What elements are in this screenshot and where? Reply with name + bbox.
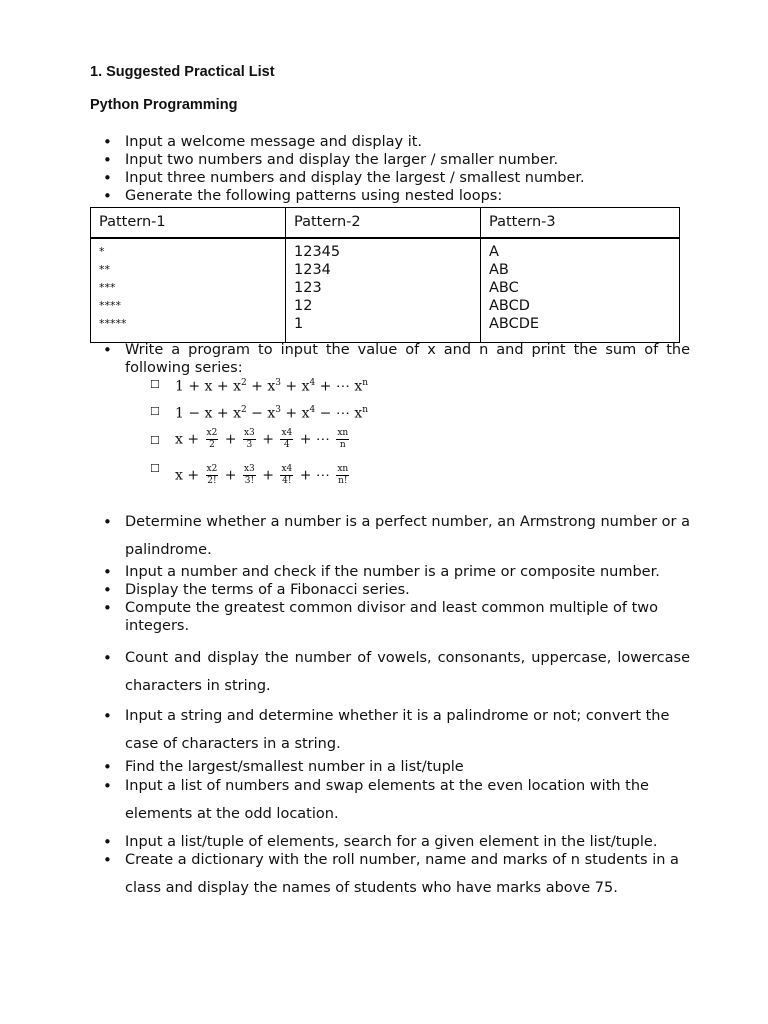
checkbox-icon: ☐ — [150, 405, 160, 418]
list-item: • Write a program to input the value of x and n and print the sum of the following series: — [100, 341, 690, 377]
item-perfect — [100, 508, 690, 564]
table-cell-pattern3 — [481, 238, 680, 343]
table-header: Pattern-1 — [91, 208, 286, 239]
pattern-line: A — [489, 244, 499, 260]
series-formula: $1 - x + x^2 - x^3 + x^4$ − ⋯ $x^n$ — [175, 405, 369, 422]
list-item: • Create a dictionary with the roll number, name and marks of n students in a class and display the names of students who have marks above 75. — [100, 846, 690, 902]
checkbox-icon: ☐ — [150, 378, 160, 391]
list-item: • Input a string and determine whether it is a palindrome or not; convert the case of characters in a string. — [100, 702, 690, 758]
checkbox-icon: ☐ — [150, 462, 160, 475]
list-item: • Determine whether a number is a perfect number, an Armstrong number or a palindrome. — [100, 508, 690, 564]
series-formula: x + $\frac{x2}{2}$ + $\frac{x3}{3}$ + $\frac{x4}{4}$ + ⋯ $\frac{xn}{n}$ — [175, 428, 349, 450]
pattern-line: 12 — [294, 298, 313, 314]
subsection-title: Python Programming — [90, 97, 238, 113]
list-item: • Find the largest/smallest number in a list/tuple — [100, 758, 690, 776]
list-item: • Count and display the number of vowels, consonants, uppercase, lowercase characters in string. — [100, 644, 690, 700]
pattern-line: **** — [99, 299, 121, 312]
list-item: • Input a number and check if the number is a prime or composite number. — [100, 563, 690, 581]
pattern-line: AB — [489, 262, 509, 278]
list-item: • Input two numbers and display the larger / smaller number. — [100, 151, 690, 169]
list-item: • Compute the greatest common divisor and least common multiple of two integers. — [100, 599, 690, 635]
pattern-line: 12345 — [294, 244, 341, 260]
item-vowels — [100, 644, 690, 700]
pattern-line: ** — [99, 263, 110, 276]
series-formula: x + $\frac{x2}{2!}$ + $\frac{x3}{3!}$ + $\frac{x4}{4!}$ + ⋯ $\frac{xn}{n!}$ — [175, 464, 349, 486]
section-title: 1. Suggested Practical List — [90, 64, 275, 80]
series-list — [100, 341, 690, 377]
list-item: • Input a welcome message and display it. — [100, 133, 690, 151]
list-item: • Generate the following patterns using nested loops: — [100, 187, 690, 205]
pattern-line: ABC — [489, 280, 519, 296]
table-cell-pattern2 — [286, 238, 481, 343]
list-item: • Input three numbers and display the largest / smallest number. — [100, 169, 690, 187]
list-item: • Input a list of numbers and swap elements at the even location with the elements at the odd location. — [100, 772, 690, 828]
table-header: Pattern-3 — [481, 208, 680, 239]
pattern-line: ABCDE — [489, 316, 540, 332]
table-cell-pattern1 — [91, 238, 286, 343]
pattern-line: *** — [99, 281, 116, 294]
item-dictionary — [100, 846, 690, 902]
pattern-line: 1 — [294, 316, 304, 332]
pattern-line: ***** — [99, 317, 127, 330]
pattern-line: 123 — [294, 280, 322, 296]
pattern-line: ABCD — [489, 298, 530, 314]
checkbox-icon: ☐ — [150, 434, 160, 447]
list-item: • Display the terms of a Fibonacci series. — [100, 581, 690, 599]
intro-list — [100, 133, 690, 205]
list-item: • Input a list/tuple of elements, search for a given element in the list/tuple. — [100, 833, 690, 851]
pattern-line: * — [99, 245, 105, 258]
series-formula: $1 + x + x^2 + x^3 + x^4$ + ⋯ $x^n$ — [175, 378, 369, 395]
item-palindrome — [100, 702, 690, 758]
pattern-table — [90, 207, 680, 343]
items-prime-gcd — [100, 563, 690, 635]
table-header: Pattern-2 — [286, 208, 481, 239]
item-swap — [100, 772, 690, 828]
pattern-line: 1234 — [294, 262, 331, 278]
